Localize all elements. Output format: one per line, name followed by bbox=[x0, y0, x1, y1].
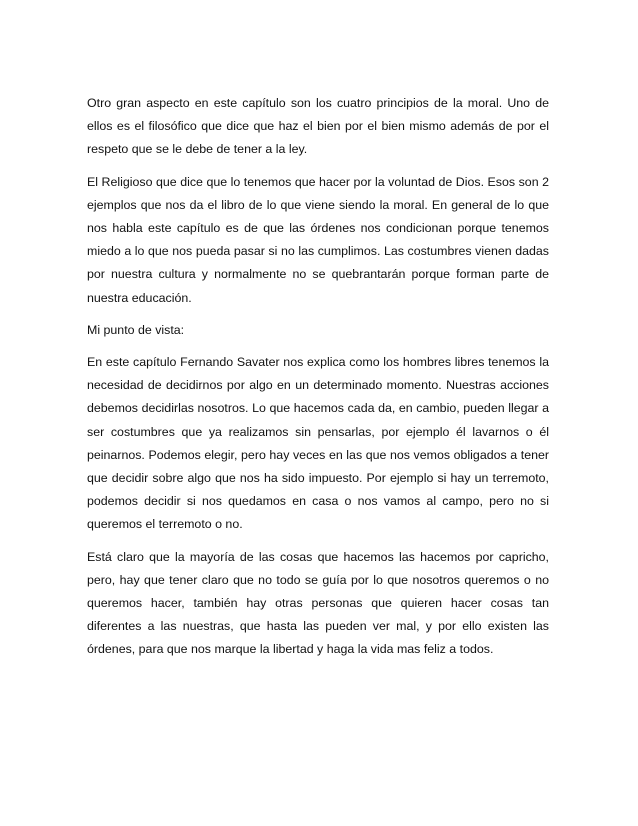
paragraph-moral-principles: Otro gran aspecto en este capítulo son los cuatro principios de la moral. Uno de ellos es el filosófico que dice que haz el bien por el bien mismo además de por el respeto que se le debe de tener a la ley. bbox=[87, 96, 549, 157]
paragraph-heading-point-of-view: Mi punto de vista: bbox=[87, 322, 185, 337]
paragraph-conclusion: Está claro que la mayoría de las cosas que hacemos las hacemos por capricho, pero, hay que tener claro que no todo se guía por lo que nosotros queremos o no queremos hacer, también hay otras personas que quieren hacer cosas tan diferentes a las nuestras, que hasta las pueden ver mal, y por ello existen las órdenes, para que nos marque la libertad y haga la vida mas feliz a todos. bbox=[87, 549, 549, 657]
document-body bbox=[87, 92, 549, 671]
paragraph-savater-freedom: En este capítulo Fernando Savater nos explica como los hombres libres tenemos la necesidad de decidirnos por algo en un determinado momento. Nuestras acciones debemos decidirlas nosotros. Lo que hacemos cada da, en cambio, pueden llegar a ser costumbres que ya realizamos sin pensarlas, por ejemplo él lavarnos o él peinarnos. Podemos elegir, pero hay veces en las que nos vemos obligados a tener que decidir sobre algo que nos ha sido impuesto. Por ejemplo si hay un terremoto, podemos decidir si nos quedamos en casa o nos vamos al campo, pero no si queremos el terremoto o no. bbox=[87, 355, 549, 532]
paragraph-religious-principle: El Religioso que dice que lo tenemos que hacer por la voluntad de Dios. Esos son 2 ejemplos que nos da el libro de lo que viene siendo la moral. En general de lo que nos habla este capítulo es de que las órdenes nos condicionan porque tenemos miedo a lo que nos pueda pasar si no las cumplimos. Las costumbres vienen dadas por nuestra cultura y normalmente no se quebrantarán porque forman parte de nuestra educación. bbox=[87, 174, 549, 305]
